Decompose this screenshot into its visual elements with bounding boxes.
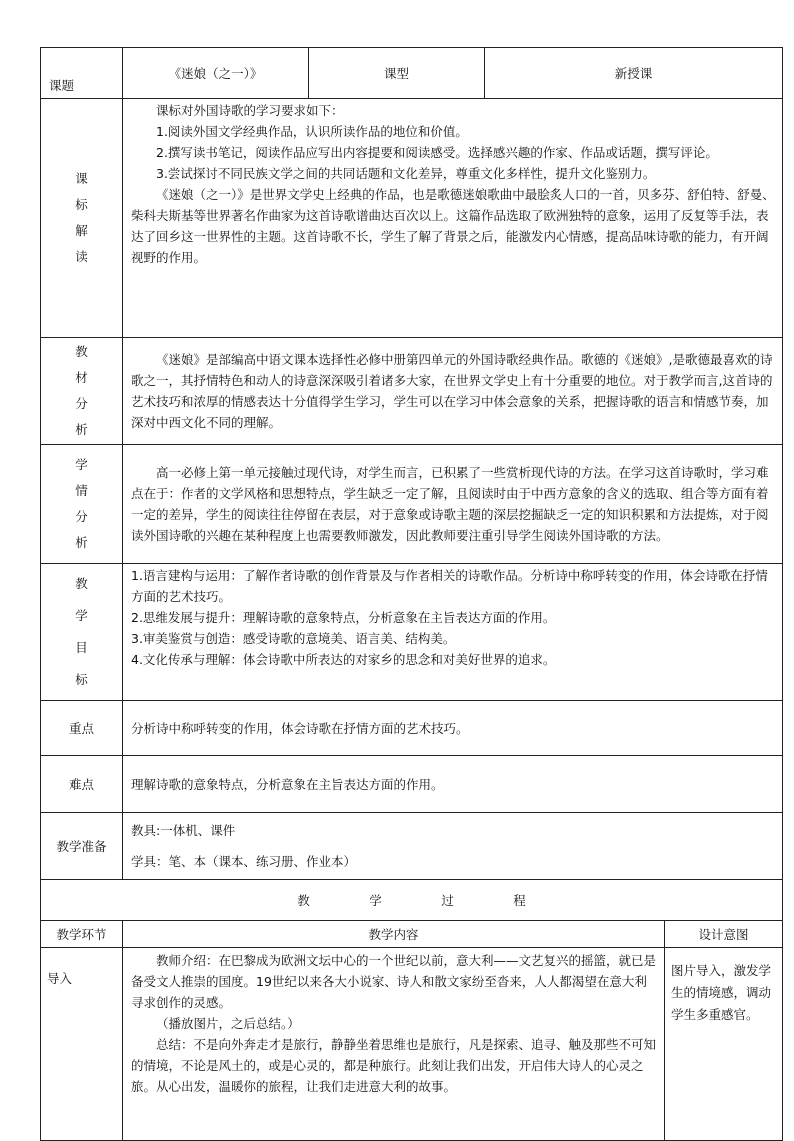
textbook-content: 《迷娘》是部编高中语文课本选择性必修中册第四单元的外国诗歌经典作品。歌德的《迷娘》,是歌德最喜欢的诗歌之一，其抒情特色和动人的诗意深深吸引着诸多大家，在世界文学史上有十分重要的地位。对于教学而言,这首诗的艺术技巧和浓厚的情感表达十分值得学生学习，学生可以在学习中体会意象的关系，把握诗歌的语言和情感节奏，加深对中西文化不同的理解。: [123, 338, 783, 445]
course-title: 《迷娘（之一）》: [123, 48, 309, 99]
goals-row: [41, 564, 783, 701]
preparation-content: 教具:一体机、课件 学具：笔、本（课本、练习册、作业本）: [123, 813, 783, 880]
key-point-label: 重点: [41, 701, 123, 756]
type-label: 课型: [309, 48, 485, 99]
difficulty-row: [41, 756, 783, 813]
process-title-row: [41, 880, 783, 921]
difficulty-content: 理解诗歌的意象特点，分析意象在主旨表达方面的作用。: [123, 756, 783, 813]
preparation-label: 教学准备: [41, 813, 123, 880]
goals-label: 教 学 目 标: [41, 564, 123, 701]
preparation-row: [41, 813, 783, 880]
key-point-content: 分析诗中称呼转变的作用，体会诗歌在抒情方面的艺术技巧。: [123, 701, 783, 756]
key-point-row: [41, 701, 783, 756]
step-stage: 导入: [41, 948, 123, 1141]
course-label: 课题: [41, 48, 123, 99]
step-content: 教师介绍：在巴黎成为欧洲文坛中心的一个世纪以前，意大利——文艺复兴的摇篮，就已是备受文人推崇的国度。19世纪以来各大小说家、诗人和散文家纷至沓来，人人都渴望在意大利寻求创作的灵感。 （播放图片，之后总结。） 总结：不是向外奔走才是旅行，静静坐着思维也是旅行，凡是探索、追寻、触及那些不可知的情境，不论是风土的，或是心灵的，都是种旅行。此刻让我们出发，开启伟大诗人的心灵之旅。从心出发，温暖你的旅程，让我们走进意大利的故事。: [123, 948, 665, 1141]
lesson-plan-table: [40, 47, 783, 1141]
type-value: 新授课: [485, 48, 783, 99]
col-intent-header: 设计意图: [665, 921, 783, 948]
process-title: 教 学 过 程: [41, 880, 783, 921]
students-label: 学 情 分 析: [41, 445, 123, 564]
header-row: [41, 48, 783, 99]
process-header-row: [41, 921, 783, 948]
standards-row: [41, 99, 783, 338]
textbook-row: [41, 338, 783, 445]
col-stage-header: 教学环节: [41, 921, 123, 948]
standards-label: 课 标 解 读: [41, 99, 123, 338]
goals-content: 1.语言建构与运用：了解作者诗歌的创作背景及与作者相关的诗歌作品。分析诗中称呼转变的作用，体会诗歌在抒情方面的艺术技巧。 2.思维发展与提升：理解诗歌的意象特点，分析意象在主旨表达方面的作用。 3.审美鉴赏与创造：感受诗歌的意境美、语言美、结构美。 4.文化传承与理解：体会诗歌中所表达的对家乡的思念和对美好世界的追求。: [123, 564, 783, 701]
process-step-row: [41, 948, 783, 1141]
lesson-plan-sheet: [40, 47, 782, 1141]
col-content-header: 教学内容: [123, 921, 665, 948]
difficulty-label: 难点: [41, 756, 123, 813]
textbook-label: 教 材 分 析: [41, 338, 123, 445]
standards-content: 课标对外国诗歌的学习要求如下： 1.阅读外国文学经典作品，认识所读作品的地位和价值。 2.撰写读书笔记，阅读作品应写出内容提要和阅读感受。选择感兴趣的作家、作品或话题，撰写评论。 3.尝试探讨不同民族文学之间的共同话题和文化差异，尊重文化多样性，提升文化鉴别力。 《迷娘（之一）》是世界文学史上经典的作品，也是歌德迷娘歌曲中最脍炙人口的一首，贝多芬、舒伯特、舒曼、柴科夫斯基等世界著名作曲家为这首诗歌谱曲达百次以上。这篇作品选取了欧洲独特的意象，运用了反复等手法，表达了回乡这一世界性的主题。这首诗歌不长，学生了解了背景之后，能激发内心情感，提高品味诗歌的能力，有开阔视野的作用。: [123, 99, 783, 338]
step-intent: 图片导入，激发学生的情境感，调动学生多重感官。: [665, 948, 783, 1141]
students-row: [41, 445, 783, 564]
students-content: 高一必修上第一单元接触过现代诗，对学生而言，已积累了一些赏析现代诗的方法。在学习这首诗歌时，学习难点在于：作者的文学风格和思想特点，学生缺乏一定了解，且阅读时由于中西方意象的含义的选取、组合等方面有着一定的差异，学生的阅读往往停留在表层，对于意象或诗歌主题的深层挖掘缺乏一定的知识积累和方法提炼，对于阅读外国诗歌的兴趣在某种程度上也需要教师激发，因此教师要注重引导学生阅读外国诗歌的方法。: [123, 445, 783, 564]
